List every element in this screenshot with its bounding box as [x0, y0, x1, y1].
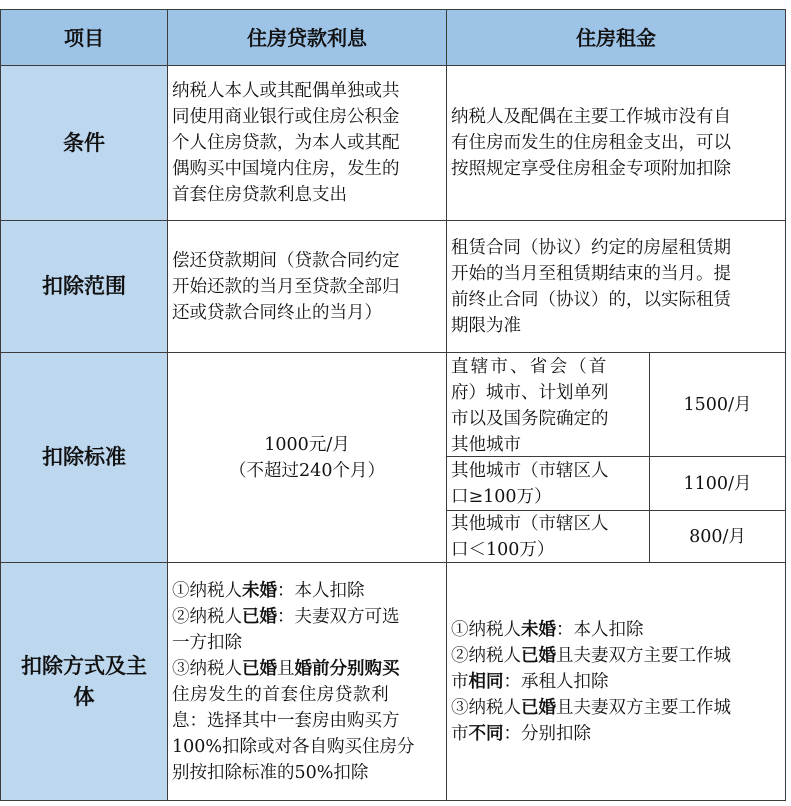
header-item: 项目 — [0, 9, 168, 66]
row-label-method — [0, 562, 168, 801]
method-item: ③纳税人已婚且婚前分别购买 — [172, 658, 400, 679]
text-line: 还或贷款合同终止的当月） — [172, 302, 382, 323]
row-label-scope: 扣除范围 — [0, 220, 168, 353]
rent-tier-city — [446, 352, 650, 457]
text-line: 口≥100万） — [451, 486, 552, 507]
condition-loan-text — [167, 65, 447, 221]
method-rent-text — [446, 562, 786, 801]
text-line: 首套住房贷款利息支出 — [172, 185, 347, 205]
rent-tier-city — [446, 510, 650, 563]
row-label-standard: 扣除标准 — [0, 352, 168, 563]
row-label-condition: 条件 — [0, 65, 168, 221]
text-line: 其他城市 — [451, 434, 521, 455]
method-item: ①纳税人未婚：本人扣除 — [172, 580, 365, 601]
method-item: 市不同：分别扣除 — [451, 723, 591, 744]
method-item: ③纳税人已婚且夫妻双方主要工作城 — [451, 697, 731, 718]
text-line: 息：选择其中一套房由购买方 — [172, 710, 400, 731]
loan-amount: 1000元/月 — [264, 434, 350, 455]
text-line: 开始的当月至租赁期结束的当月。提 — [451, 263, 731, 284]
text-line: 住房发生的首套住房贷款利 — [172, 684, 390, 705]
condition-rent-text — [446, 65, 786, 221]
text-line: 一方扣除 — [172, 632, 242, 653]
text-line: 府）城市、计划单列 — [451, 382, 609, 403]
text-line: 其他城市（市辖区人 — [451, 513, 609, 534]
text-line: 口＜100万） — [451, 539, 555, 560]
text-line: 扣除方式及主 — [21, 653, 147, 678]
text-line: 有住房而发生的住房租金支出，可以 — [451, 133, 731, 153]
text-line: 偶购买中国境内住房，发生的 — [172, 159, 400, 179]
text-line: 按照规定享受住房租金专项附加扣除 — [451, 159, 731, 179]
method-loan-text — [167, 562, 447, 801]
header-loan-interest: 住房贷款利息 — [167, 9, 447, 66]
text-line: 开始还款的当月至贷款全部归 — [172, 276, 400, 297]
text-line: 前终止合同（协议）的，以实际租赁 — [451, 289, 731, 310]
method-item: ②纳税人已婚：夫妻双方可选 — [172, 606, 400, 627]
text-line: 租赁合同（协议）约定的房屋租赁期 — [451, 237, 731, 258]
method-item: ②纳税人已婚且夫妻双方主要工作城 — [451, 645, 731, 666]
text-line: 纳税人本人或其配偶单独或共 — [172, 81, 400, 101]
text-line: 个人住房贷款，为本人或其配 — [172, 133, 400, 153]
standard-loan-text — [167, 352, 447, 563]
loan-limit-note: （不超过240个月） — [229, 460, 385, 481]
text-line: 市以及国务院确定的 — [451, 408, 609, 429]
method-item: 市相同：承租人扣除 — [451, 671, 609, 692]
method-item: ①纳税人未婚：本人扣除 — [451, 619, 644, 640]
text-line: 体 — [73, 684, 95, 709]
text-line: 期限为准 — [451, 315, 521, 336]
text-line: 100%扣除或对各自购买住房分 — [172, 736, 415, 757]
scope-rent-text — [446, 220, 786, 353]
scope-loan-text — [167, 220, 447, 353]
header-rent: 住房租金 — [446, 9, 786, 66]
rent-tier-amount: 1500/月 — [649, 352, 786, 457]
rent-tier-amount: 1100/月 — [649, 456, 786, 511]
rent-tier-amount: 800/月 — [649, 510, 786, 563]
text-line: 同使用商业银行或住房公积金 — [172, 107, 400, 127]
text-line: 别按扣除标准的50%扣除 — [172, 762, 369, 783]
text-line: 偿还贷款期间（贷款合同约定 — [172, 250, 400, 271]
text-line: 其他城市（市辖区人 — [451, 460, 609, 481]
rent-tier-city — [446, 456, 650, 511]
text-line: 直辖市、省会（首 — [451, 356, 609, 377]
text-line: 纳税人及配偶在主要工作城市没有自 — [451, 107, 731, 127]
